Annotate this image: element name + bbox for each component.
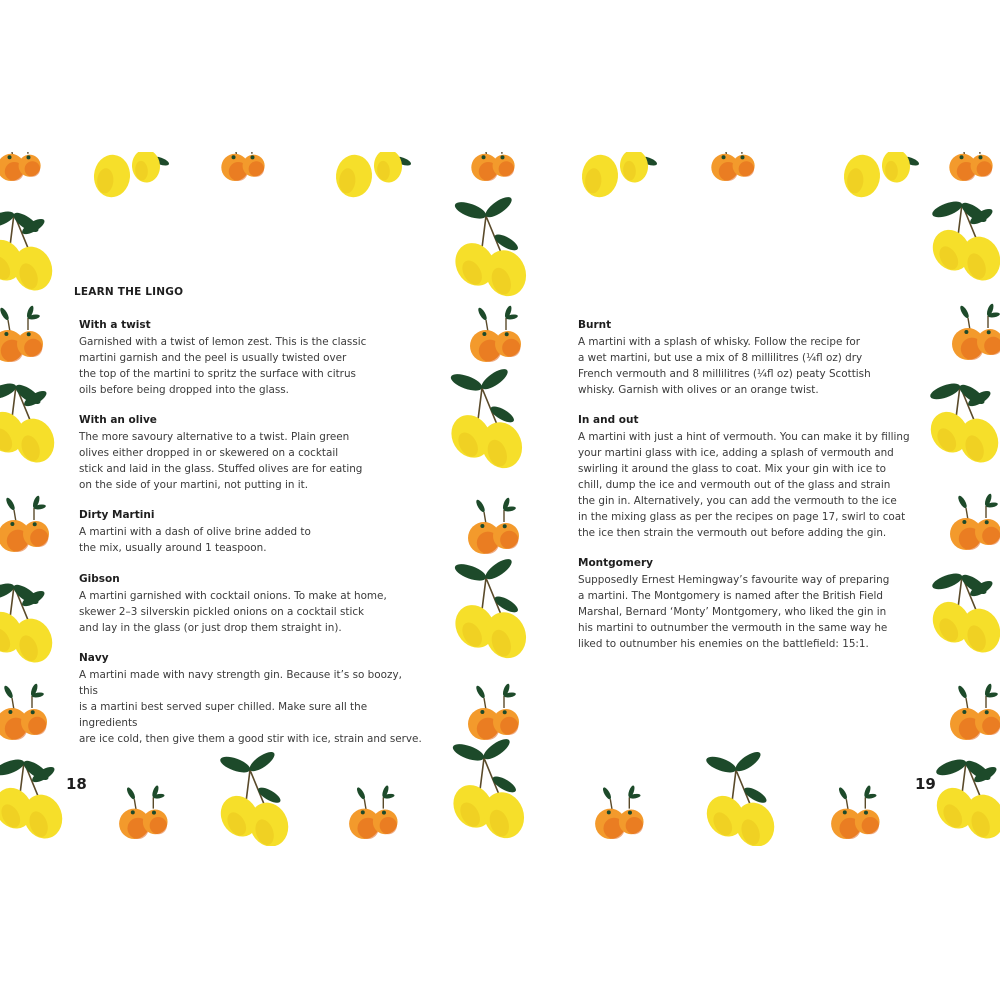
- glossary-entry-with-an-olive: [79, 414, 419, 493]
- section-heading: LEARN THE LINGO: [74, 286, 184, 298]
- glossary-entry-navy: [79, 652, 424, 747]
- entry-definition: A martini with just a hint of vermouth. You can make it by filling your martini glass with ice, adding a splash of vermouth and swirling it around the glass to coat. Mix your gin with ice to chill, dump the ice and vermouth out of the glass and strain the gin in. Alternatively, you can add the vermouth to the ice in the mixing glass as per the recipes on page 17, swirl to coat the ice then strain the vermouth out before adding the gin.: [578, 431, 910, 539]
- entry-term: With a twist: [79, 319, 151, 331]
- book-spread: [0, 152, 1000, 846]
- entry-definition: A martini with a dash of olive brine added to the mix, usually around 1 teaspoon.: [79, 526, 311, 554]
- entry-definition: A martini garnished with cocktail onions. To make at home, skewer 2–3 silverskin pickled onions on a cocktail stick and lay in the glass (or just drop them straight in).: [79, 590, 387, 634]
- right-page: [500, 152, 1000, 846]
- glossary-entry-burnt: [578, 319, 918, 398]
- entry-definition: Garnished with a twist of lemon zest. This is the classic martini garnish and the peel is usually twisted over the top of the martini to spritz the surface with citrus oils before being dropped into the glass.: [79, 336, 367, 396]
- entry-term: Navy: [79, 652, 109, 664]
- entry-term: Burnt: [578, 319, 612, 331]
- glossary-entry-gibson: [79, 573, 419, 636]
- entry-term: In and out: [578, 414, 639, 426]
- entry-term: Dirty Martini: [79, 509, 155, 521]
- entry-definition: A martini with a splash of whisky. Follow the recipe for a wet martini, but use a mix of 8 millilitres (¼fl oz) dry French vermouth and 8 millilitres (¼fl oz) peaty Scottish whisky. Garnish with olives or an orange twist.: [578, 336, 871, 396]
- entry-term: With an olive: [79, 414, 157, 426]
- entry-definition: A martini made with navy strength gin. Because it’s so boozy, this is a martini best served super chilled. Make sure all the ingredients are ice cold, then give them a good stir with ice, strain and serve.: [79, 669, 422, 745]
- entry-term: Montgomery: [578, 557, 653, 569]
- glossary-entry-in-and-out: [578, 414, 923, 541]
- entry-term: Gibson: [79, 573, 120, 585]
- glossary-entry-montgomery: [578, 557, 918, 652]
- glossary-entry-with-a-twist: [79, 319, 419, 398]
- page-number: 19: [915, 775, 936, 793]
- entry-definition: Supposedly Ernest Hemingway’s favourite way of preparing a martini. The Montgomery is named after the British Field Marshal, Bernard ‘Monty’ Montgomery, who liked the gin in his martini to outnumber the vermouth in the same way he liked to outnumber his enemies on the battlefield: 15:1.: [578, 574, 890, 650]
- left-page: [0, 152, 500, 846]
- glossary-entry-dirty-martini: [79, 509, 419, 556]
- entry-definition: The more savoury alternative to a twist. Plain green olives either dropped in or skewered on a cocktail stick and laid in the glass. Stuffed olives are for eating on the side of your martini, not putting in it.: [79, 431, 363, 491]
- page-number: 18: [66, 775, 87, 793]
